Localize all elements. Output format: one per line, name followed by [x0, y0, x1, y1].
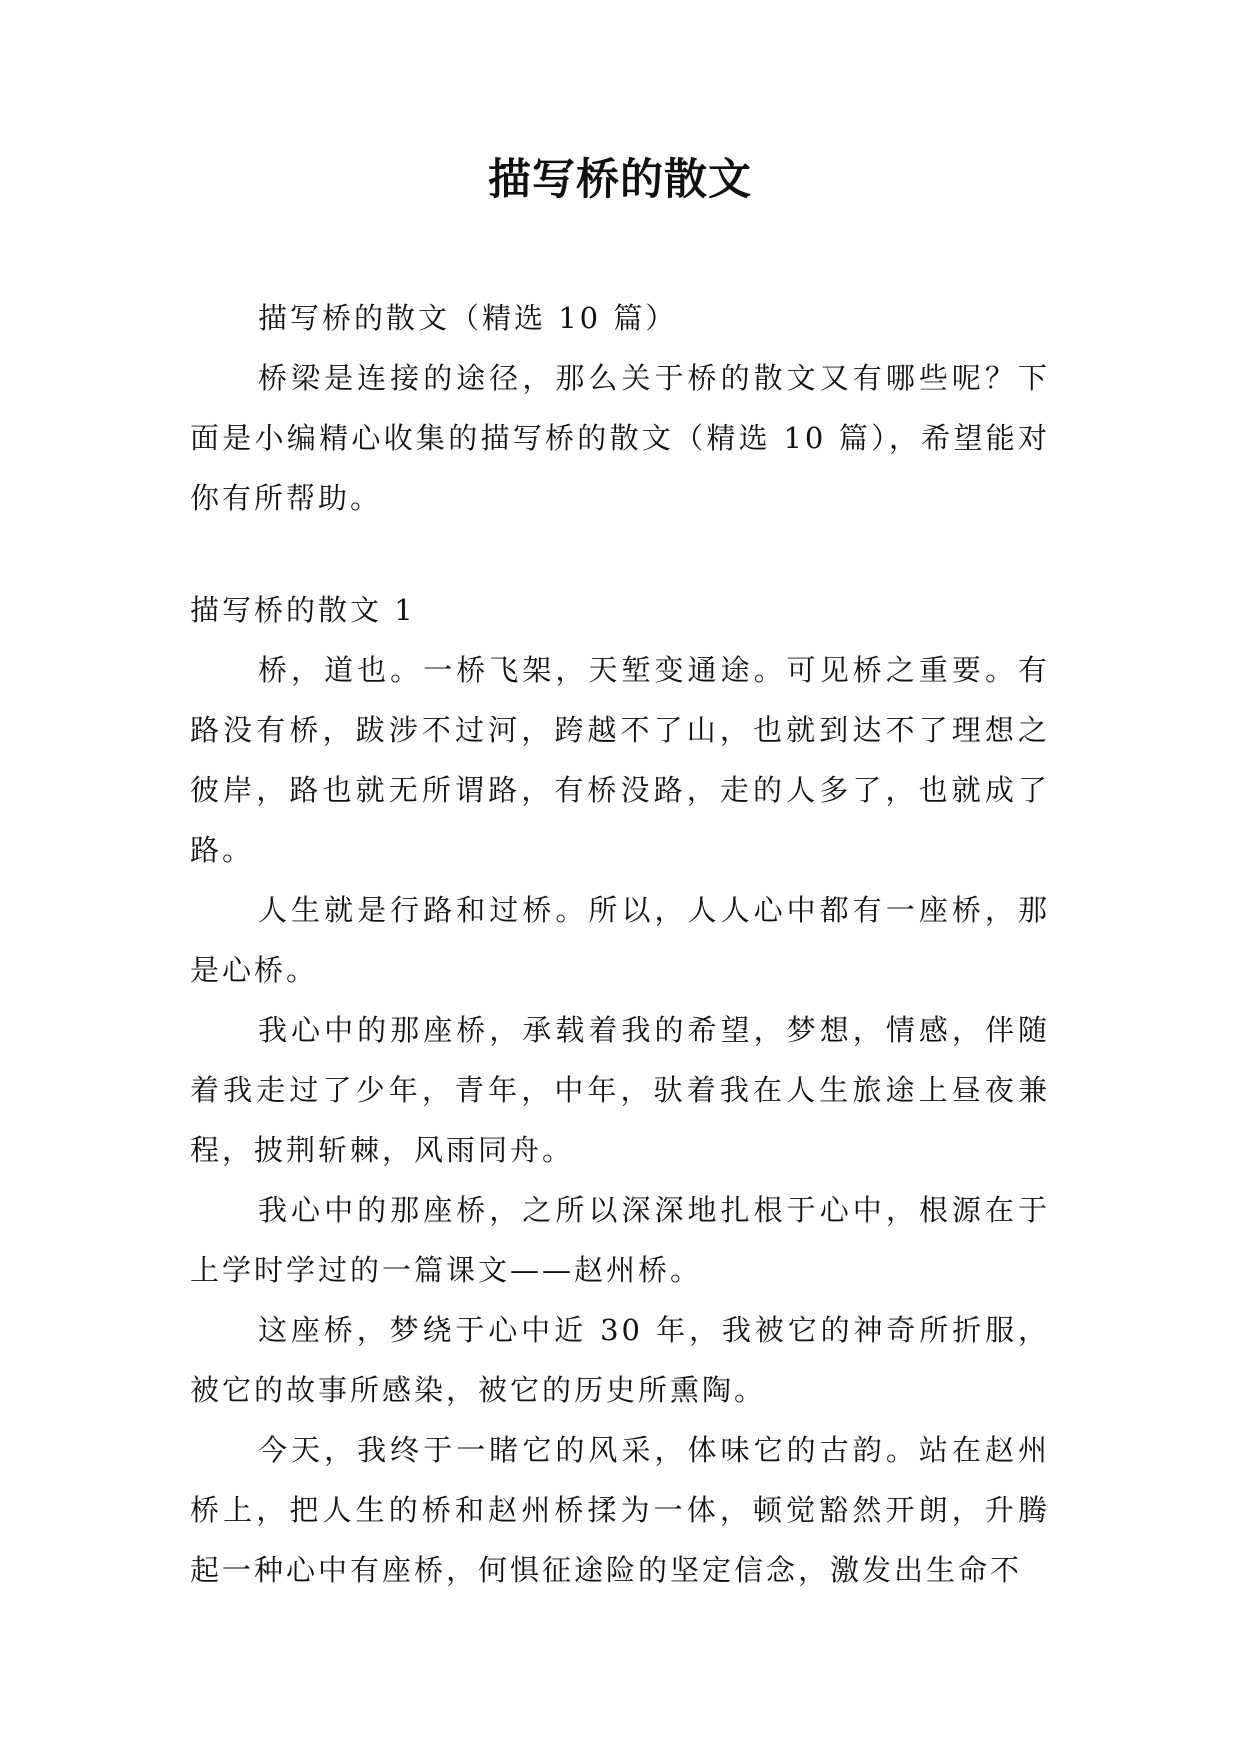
section-heading: 描写桥的散文 1	[190, 593, 416, 627]
body-paragraph: 我心中的那座桥，之所以深深地扎根于心中，根源在于上学时学过的一篇课文——赵州桥。	[190, 1193, 1050, 1287]
paragraph-spacer	[190, 528, 1050, 580]
body-paragraph: 这座桥，梦绕于心中近 30 年，我被它的神奇所折服，被它的故事所感染，被它的历史所熏陶。	[190, 1313, 1050, 1407]
body-paragraph: 人生就是行路和过桥。所以，人人心中都有一座桥，那是心桥。	[190, 893, 1050, 987]
document-body	[190, 288, 1050, 1600]
body-paragraph: 桥，道也。一桥飞架，天堑变通途。可见桥之重要。有路没有桥，跋涉不过河，跨越不了山，也就到达不了理想之彼岸，路也就无所谓路，有桥没路，走的人多了，也就成了路。	[190, 653, 1050, 867]
body-paragraph: 今天，我终于一睹它的风采，体味它的古韵。站在赵州桥上，把人生的桥和赵州桥揉为一体，顿觉豁然开朗，升腾起一种心中有座桥，何惧征途险的坚定信念，激发出生命不	[190, 1433, 1050, 1587]
document-title: 描写桥的散文	[488, 155, 752, 205]
intro-paragraph: 桥梁是连接的途径，那么关于桥的散文又有哪些呢？下面是小编精心收集的描写桥的散文（精选 10 篇），希望能对你有所帮助。	[190, 361, 1050, 515]
document-subtitle: 描写桥的散文（精选 10 篇）	[258, 301, 678, 335]
body-paragraph: 我心中的那座桥，承载着我的希望，梦想，情感，伴随着我走过了少年，青年，中年，驮着我在人生旅途上昼夜兼程，披荆斩棘，风雨同舟。	[190, 1013, 1050, 1167]
